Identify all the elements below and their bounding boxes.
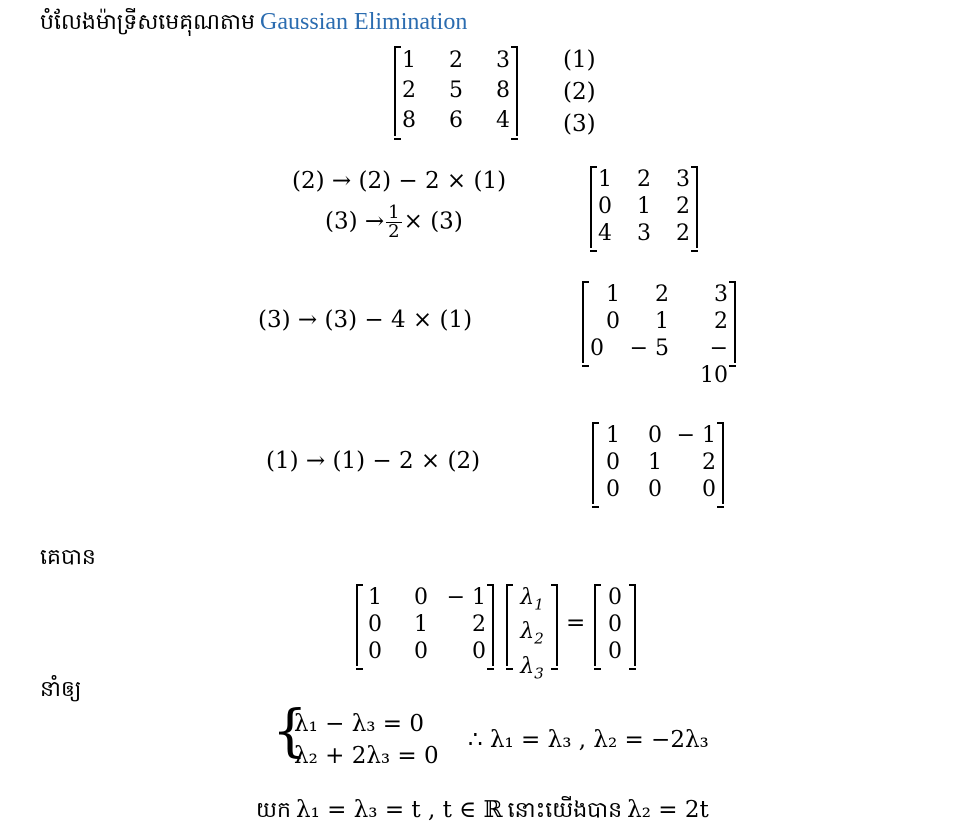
matrix-cell: − 1 [676, 423, 716, 448]
fraction [386, 204, 401, 241]
matrix-row [590, 281, 728, 308]
matrix-cell: 0 [648, 423, 662, 448]
matrix-cell: 5 [449, 78, 463, 103]
matrix-cell: 0 [606, 450, 620, 475]
step2-matrix [582, 281, 736, 388]
matrix-cell: − 1 [446, 585, 486, 610]
matrix-cell: 0 [606, 309, 620, 334]
heading-method: Gaussian Elimination [260, 9, 468, 35]
fraction-denominator: 2 [388, 221, 400, 242]
matrix-cell: 3 [676, 167, 690, 192]
final-expr1: λ₁ = λ₃ = t , t ∈ ℝ [296, 797, 503, 823]
vector-cell: 0 [608, 585, 622, 610]
conclusion: ∴ λ₁ = λ₃ , λ₂ = −2λ₃ [468, 727, 709, 753]
matrix-cell: 0 [368, 612, 382, 637]
matrix-row [590, 335, 728, 389]
matrix-row [514, 584, 550, 618]
matrix-cell: 1 [368, 585, 382, 610]
matrix-cell: 1 [598, 167, 612, 192]
initial-matrix [394, 46, 518, 136]
matrix-cell: 0 [702, 477, 716, 502]
matrix-cell: 1 [655, 309, 669, 334]
matrix-row [600, 449, 716, 476]
rhs-vector [594, 584, 636, 666]
step2-op: (3) → (3) − 4 × (1) [258, 307, 473, 333]
matrix-row [602, 638, 628, 665]
left-brace-icon: { [272, 699, 308, 764]
matrix-cell: − 10 [700, 336, 728, 388]
vector-cell: 0 [608, 639, 622, 664]
matrix-cell: 2 [402, 78, 416, 103]
matrix-cell: 1 [606, 282, 620, 307]
matrix-row [598, 220, 690, 247]
op-text: (3) → [325, 208, 385, 235]
matrix-cell: − 5 [629, 336, 669, 361]
final-expr2: λ₂ = 2t [627, 797, 709, 823]
final-line [256, 796, 709, 828]
matrix-row [602, 611, 628, 638]
matrix-cell: 2 [472, 612, 486, 637]
vector-cell: $\lambda_3$ [520, 653, 544, 683]
matrix-cell: 2 [637, 167, 651, 192]
heading [40, 8, 467, 40]
matrix-cell: 1 [637, 194, 651, 219]
matrix-row [600, 476, 716, 503]
matrix-row [598, 193, 690, 220]
matrix-cell: 2 [655, 282, 669, 307]
matrix-row [402, 46, 510, 76]
equation-line: λ₁ − λ₃ = 0 [294, 711, 425, 737]
step3-matrix [592, 422, 724, 504]
equation-line: λ₂ + 2λ₃ = 0 [294, 743, 439, 769]
matrix-cell: 4 [496, 108, 510, 133]
step1-op2 [325, 204, 463, 241]
matrix-row [590, 308, 728, 335]
leads-to-label: នាំឲ្យ [40, 677, 82, 702]
matrix-cell: 0 [414, 585, 428, 610]
equation-system [294, 708, 439, 772]
matrix-cell: 2 [676, 194, 690, 219]
take-label: យក [256, 798, 291, 823]
matrix-cell: 1 [606, 423, 620, 448]
matrix-cell: 1 [402, 48, 416, 73]
matrix-cell: 2 [702, 450, 716, 475]
step1-matrix [590, 166, 698, 248]
matrix-cell: 1 [414, 612, 428, 637]
matrix-row [598, 166, 690, 193]
matrix-row [364, 584, 486, 611]
equals-sign: = [566, 610, 586, 636]
then-label: នោះយើងបាន [507, 798, 623, 823]
fraction-numerator: 1 [388, 202, 400, 223]
matrix-cell: 2 [714, 309, 728, 334]
row-label: (1) [563, 47, 596, 73]
matrix-row [602, 584, 628, 611]
matrix-cell: 1 [648, 450, 662, 475]
matrix-row [364, 611, 486, 638]
matrix-row [514, 653, 550, 687]
system-coef-matrix [356, 584, 494, 666]
matrix-cell: 3 [496, 48, 510, 73]
vector-cell: $\lambda_2$ [520, 619, 544, 648]
matrix-cell: 6 [449, 108, 463, 133]
matrix-row [402, 76, 510, 106]
row-label: (3) [563, 111, 596, 137]
matrix-row [514, 618, 550, 652]
vector-cell: $\lambda_1$ [520, 585, 544, 614]
step3-op: (1) → (1) − 2 × (2) [266, 448, 481, 474]
step1-op1: (2) → (2) − 2 × (1) [292, 168, 507, 194]
row-labels [563, 44, 596, 140]
matrix-row [402, 106, 510, 136]
matrix-cell: 2 [676, 221, 690, 246]
we-get-label: គេបាន [40, 545, 96, 570]
matrix-cell: 3 [714, 282, 728, 307]
matrix-cell: 0 [472, 639, 486, 664]
matrix-cell: 0 [414, 639, 428, 664]
matrix-row [364, 638, 486, 665]
vector-cell: 0 [608, 612, 622, 637]
matrix-cell: 2 [449, 48, 463, 73]
matrix-cell: 0 [648, 477, 662, 502]
matrix-cell: 0 [606, 477, 620, 502]
variable-vector [506, 584, 558, 683]
heading-khmer: បំលែងម៉ាទ្រីសមេគុណតាម [40, 10, 255, 35]
matrix-cell: 8 [496, 78, 510, 103]
row-label: (2) [563, 79, 596, 105]
matrix-cell: 0 [590, 336, 604, 361]
matrix-cell: 0 [368, 639, 382, 664]
matrix-row [600, 422, 716, 449]
matrix-cell: 0 [598, 194, 612, 219]
op-text: × (3) [403, 208, 463, 235]
matrix-cell: 3 [637, 221, 651, 246]
matrix-cell: 4 [598, 221, 612, 246]
matrix-cell: 8 [402, 108, 416, 133]
